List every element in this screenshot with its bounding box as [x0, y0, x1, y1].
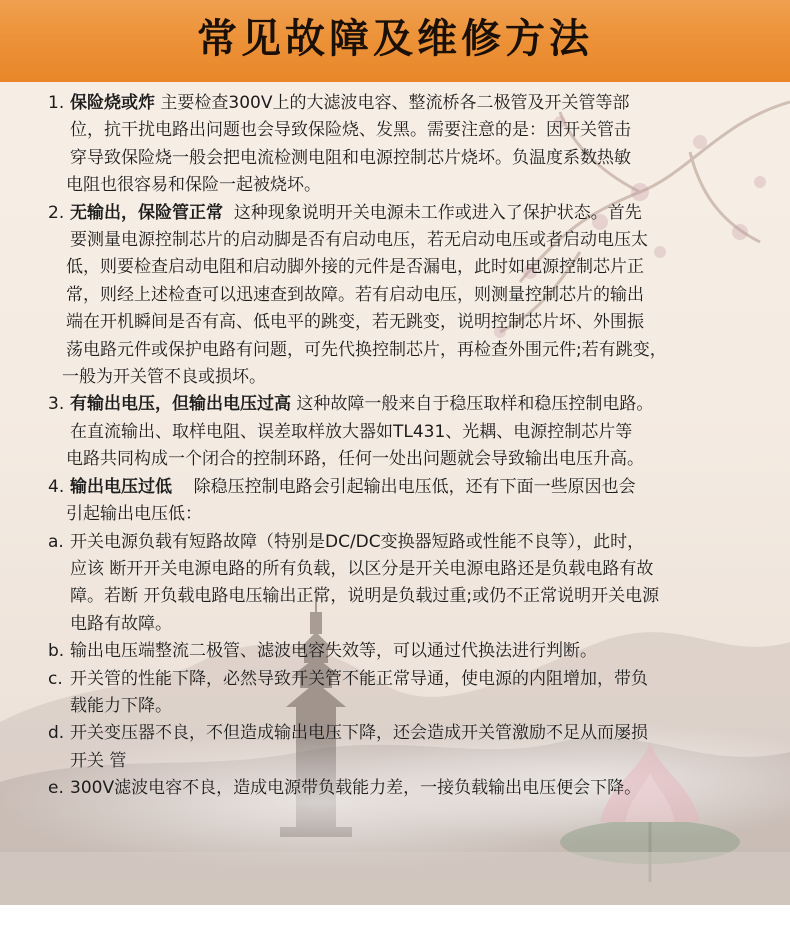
item-line: 低，则要检查启动电阻和启动脚外接的元件是否漏电，此时如电源控制芯片正	[66, 257, 644, 278]
item-heading: 保险烧或炸	[70, 93, 155, 113]
item-line: 障。若断 开负载电路电压输出正常，说明是负载过重;或仍不正常说明开关电源	[70, 586, 660, 607]
item-heading: 有输出电压，但输出电压过高	[70, 394, 291, 415]
list-item	[48, 391, 768, 473]
item-line: 荡电路元件或保护电路有问题，可先代换控制芯片，再检查外围元件;若有跳变，	[66, 339, 667, 360]
item-line: 位，抗干扰电路出问题也会导致保险烧、发黑。需要注意的是：因开关管击	[70, 120, 631, 141]
item-line: 这种故障一般来自于稳压取样和稳压控制电路。	[296, 394, 654, 415]
item-line: 端在开机瞬间是否有高、低电平的跳变，若无跳变，说明控制芯片坏、外围振	[66, 312, 644, 333]
item-letter: c.	[48, 668, 63, 689]
item-line: 开关变压器不良，不但造成输出电压下降，还会造成开关管激励不足从而屡损	[70, 723, 648, 744]
item-letter: e.	[48, 778, 64, 799]
item-number: 1.	[48, 93, 65, 113]
item-letter: b.	[48, 641, 65, 662]
item-line: 开关管的性能下降，必然导致开关管不能正常导通，使电源的内阻增加，带负	[70, 668, 648, 689]
fault-list	[48, 90, 768, 803]
list-item	[48, 474, 768, 529]
item-line: 穿导致保险烧一般会把电流检测电阻和电源控制芯片烧坏。负温度系数热敏	[70, 147, 631, 168]
item-line: 应该 断开开关电源电路的所有负载，以区分是开关电源电路还是负载电路有故	[70, 558, 654, 579]
list-item	[48, 775, 768, 802]
item-line: 要测量电源控制芯片的启动脚是否有启动电压，若无启动电压或者启动电压太	[70, 230, 648, 251]
item-heading: 无输出，保险管正常	[70, 202, 223, 223]
item-line: 常，则经上述检查可以迅速查到故障。若有启动电压，则测量控制芯片的输出	[66, 284, 644, 305]
item-line: 输出电压端整流二极管、滤波电容失效等，可以通过代换法进行判断。	[70, 641, 597, 662]
item-letter: d.	[48, 723, 65, 744]
item-heading: 输出电压过低	[70, 476, 172, 497]
item-line: 引起输出电压低：	[66, 504, 202, 525]
list-item	[48, 720, 768, 775]
item-line: 开关电源负载有短路故障（特别是DC/DC变换器短路或性能不良等），此时，	[70, 531, 645, 552]
list-item	[48, 666, 768, 721]
item-letter: a.	[48, 531, 64, 552]
item-number: 4.	[48, 476, 65, 497]
item-line: 这种现象说明开关电源未工作或进入了保护状态。首先	[233, 202, 642, 223]
list-item	[48, 90, 768, 200]
item-line: 载能力下降。	[70, 695, 172, 716]
item-line: 一般为开关管不良或损坏。	[62, 367, 266, 388]
item-line: 电阻也很容易和保险一起被烧坏。	[66, 175, 321, 196]
page-title: 常见故障及维修方法	[197, 15, 593, 62]
item-number: 2.	[48, 202, 65, 223]
list-item	[48, 529, 768, 639]
item-line: 电路共同构成一个闭合的控制环路，任何一处出问题就会导致输出电压升高。	[66, 449, 644, 470]
item-line: 300V滤波电容不良，造成电源带负载能力差，一接负载输出电压便会下降。	[70, 778, 642, 799]
item-line: 除稳压控制电路会引起输出电压低，还有下面一些原因也会	[193, 476, 636, 497]
item-line: 电路有故障。	[70, 613, 172, 634]
title-banner	[0, 0, 790, 82]
list-item	[48, 200, 768, 392]
item-line: 开关 管	[70, 750, 127, 771]
item-line: 主要检查300V上的大滤波电容、整流桥各二极管及开关管等部	[160, 93, 630, 113]
item-number: 3.	[48, 394, 65, 415]
item-line: 在直流输出、取样电阻、误差取样放大器如TL431、光耦、电源控制芯片等	[70, 421, 633, 442]
list-item	[48, 638, 768, 665]
